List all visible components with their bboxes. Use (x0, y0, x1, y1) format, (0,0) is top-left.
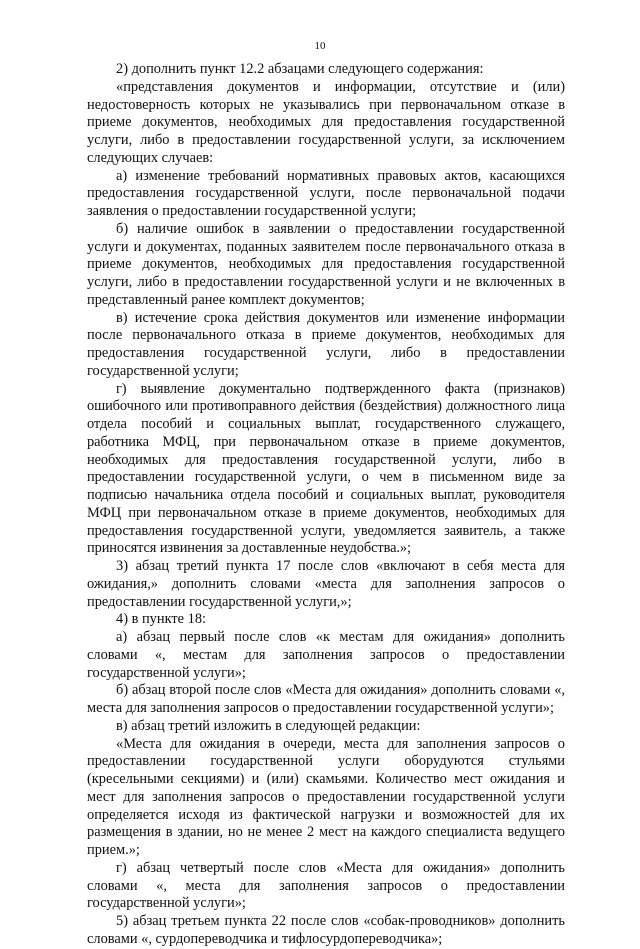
paragraph-subitem-g: г) выявление документально подтвержденного факта (признаков) ошибочного или противоправного действия (бездействия) должностного лица отдела пособий и социальных выплат, государственного служащего, работника МФЦ, при первоначальном отказе в приеме документов, необходимых для предоставления государственной услуги, либо в предоставлении государственной услуги, о чем в письменном виде за подписью начальника отдела пособий и социальных выплат, руководителя МФЦ при первоначальном отказе в приеме документов, необходимых для предоставления государственной услуги, уведомляется заявитель, а также приносятся извинения за доставленные неудобства.»; (87, 380, 565, 557)
paragraph-item-4-g: г) абзац четвертый после слов «Места для ожидания» дополнить словами «, места для заполнения запросов о предоставлении государственной услуги»; (87, 859, 565, 912)
paragraph-item-5: 5) абзац третьем пункта 22 после слов «собак-проводников» дополнить словами «, сурдопереводчика и тифлосурдопереводчика»; (87, 913, 565, 947)
paragraph-item-4: 4) в пункте 18: (116, 611, 207, 628)
paragraph-quoted-representation: «представления документов и информации, отсутствие и (или) недостоверность которых не указывались при первоначальном отказе в приеме документов, необходимых для предоставления государственной услуги, либо в предоставлении государственной услуги, за исключением следующих случаев: (87, 78, 565, 166)
paragraph-item-3: 3) абзац третий пункта 17 после слов «включают в себя места для ожидания,» дополнить словами «места для заполнения запросов о предоставлении государственной услуги,»; (87, 558, 565, 610)
paragraph-item-4-a: а) абзац первый после слов «к местам для ожидания» дополнить словами «, местам для заполнения запросов о предоставлении государственной услуги»; (87, 629, 565, 681)
paragraph-quoted-waiting-places: «Места для ожидания в очереди, места для заполнения запросов о предоставлении государственной услуги оборудуются стульями (кресельными секциями) и (или) скамьями. Количество мест ожидания и мест для заполнения запросов о предоставлении государственной услуги определяется исходя из фактической нагрузки и возможностей для их размещения в здании, но не менее 2 мест на каждого специалиста ведущего прием.»; (87, 735, 565, 858)
paragraph-item-4-v: в) абзац третий изложить в следующей редакции: (116, 717, 421, 734)
paragraph-subitem-a: а) изменение требований нормативных правовых актов, касающихся предоставления государственной услуги, после первоначальной подачи заявления о предоставлении государственной услуги; (87, 167, 565, 219)
paragraph-item-2: 2) дополнить пункт 12.2 абзацами следующего содержания: (116, 61, 484, 77)
page-number: 10 (314, 40, 326, 52)
document-body (87, 61, 565, 949)
paragraph-subitem-b: б) наличие ошибок в заявлении о предоставлении государственной услуги и документах, поданных заявителем после первоначального отказа в приеме документов, необходимых для предоставления государственной услуги, либо в предоставлении государственной услуги и не включенных в представленный ранее комплект документов; (87, 220, 565, 308)
paragraph-subitem-v: в) истечение срока действия документов или изменение информации после первоначального отказа в приеме документов, необходимых для предоставления государственной услуги, либо в предоставлении государственной услуги; (87, 309, 565, 379)
paragraph-item-4-b: б) абзац второй после слов «Места для ожидания» дополнить словами «, места для заполнения запросов о предоставлении государственной услуги»; (87, 682, 565, 716)
